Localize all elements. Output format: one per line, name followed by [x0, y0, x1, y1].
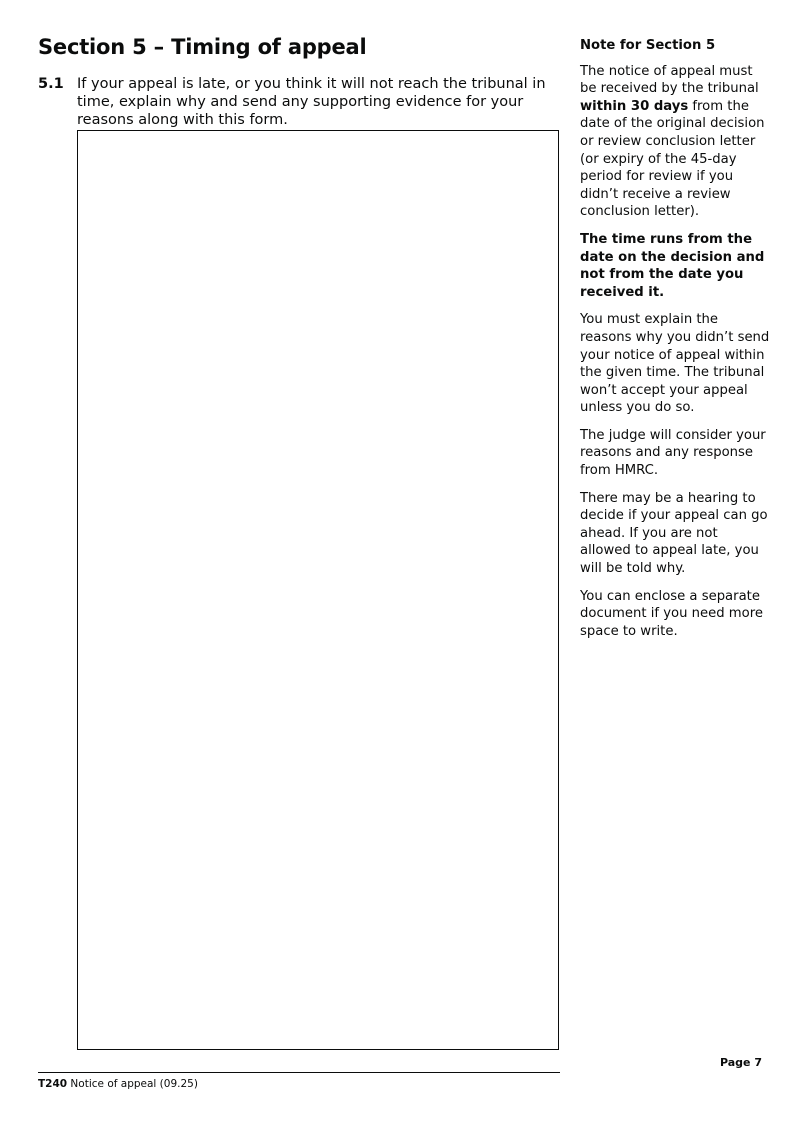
note-paragraph-deadline	[580, 63, 770, 221]
question-text: If your appeal is late, or you think it will not reach the tribunal in time, explain why and send any supporting evidence for your reasons along with this form.	[77, 76, 546, 128]
note-paragraph-hearing: There may be a hearing to decide if your appeal can go ahead. If you are not allowed to appeal late, you will be told why.	[580, 490, 768, 577]
note-title: Note for Section 5	[580, 38, 716, 53]
note-deadline-emphasis: within 30 days	[580, 98, 689, 114]
late-appeal-reasons-field[interactable]	[77, 130, 559, 1050]
footer-divider	[38, 1072, 560, 1073]
note-paragraph-judge: The judge will consider your reasons and any response from HMRC.	[580, 427, 766, 479]
page-number: Page 7	[719, 1056, 762, 1069]
form-code: T240	[38, 1078, 68, 1090]
note-paragraph-time-runs	[580, 231, 770, 301]
note-paragraph-separate-document: You can enclose a separate document if you need more space to write.	[580, 588, 763, 639]
section-note	[580, 37, 770, 650]
form-name: Notice of appeal (09.25)	[67, 1078, 198, 1090]
note-deadline-text-end: from the date of the original decision or review conclusion letter (or expiry of the 45-day period for review if you didn’t receive a review conclusion letter).	[580, 98, 765, 220]
question-number: 5.1	[38, 76, 64, 92]
note-deadline-text-start: The notice of appeal must be received by the tribunal	[580, 63, 759, 97]
footer-form-reference	[38, 1077, 198, 1091]
section-title: Section 5 – Timing of appeal	[38, 35, 367, 59]
note-time-runs-text: The time runs from the date on the decision and not from the date you received it.	[580, 231, 765, 300]
note-paragraph-explain-reasons: You must explain the reasons why you didn’t send your notice of appeal within the given time. The tribunal won’t accept your appeal unless you do so.	[580, 312, 770, 416]
